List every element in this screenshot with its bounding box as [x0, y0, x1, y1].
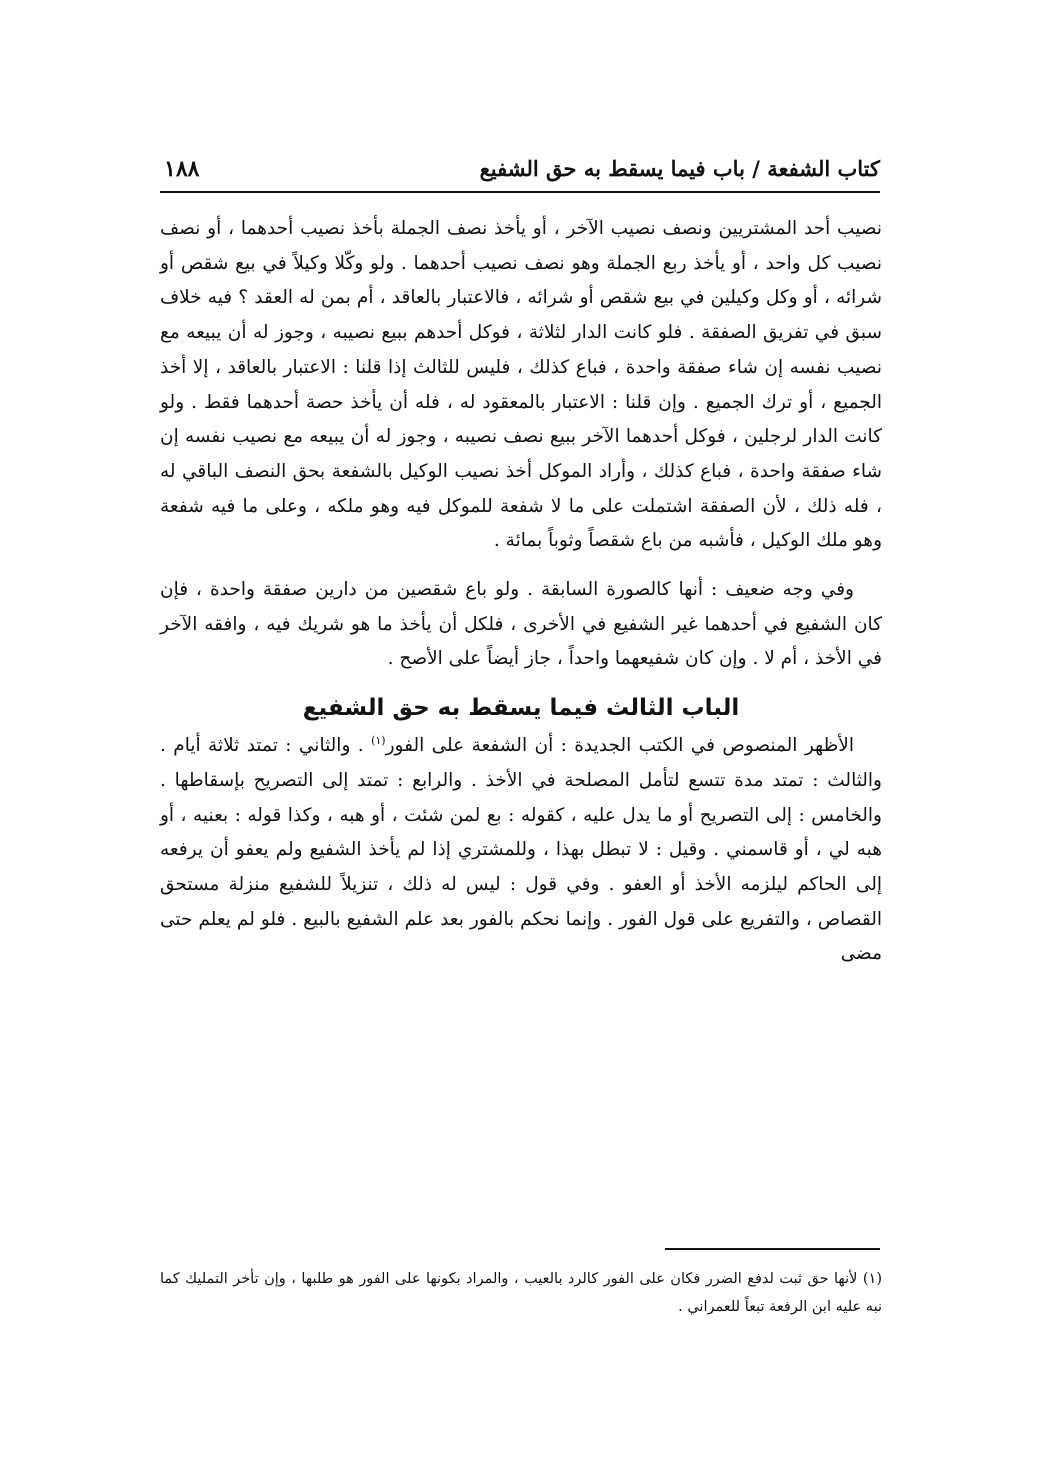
footnote-ref-1: (١) [371, 733, 386, 747]
footnotes [160, 1265, 882, 1321]
paragraph-3-lead: الأظهر المنصوص في الكتب الجديدة : أن الشفعة على الفور [385, 735, 855, 757]
paragraph-3-rest: . والثاني : تمتد ثلاثة أيام . والثالث : تمتد مدة تتسع لتأمل المصلحة في الأخذ . والرابع : تمتد إلى التصريح بإسقاطها . والخامس : إلى التصريح أو ما يدل عليه ، كقوله : بع لمن شئت ، أو هبه ، وكذا قوله : بعنيه ، أو هبه لي ، أو قاسمني . وقيل : لا تبطل بهذا ، وللمشتري إذا لم يأخذ الشفيع ولم يعفو أن يرفعه إلى الحاكم ليلزمه الأخذ أو العفو . وفي قول : ليس له ذلك ، تنزيلاً للشفيع منزلة مستحق القصاص ، والتفريع على قول الفور . وإنما نحكم بالفور بعد علم الشفيع بالبيع . فلو لم يعلم حتى مضى [160, 735, 882, 965]
chapter-title: الباب الثالث فيما يسقط به حق الشفيع [302, 695, 740, 722]
paragraph-2: وفي وجه ضعيف : أنها كالصورة السابقة . ولو باع شقصين من دارين صفقة واحدة ، فإن كان الشفيع في أحدهما غير الشفيع في الأخرى ، فلكل أن يأخذ ما هو شريك فيه ، وافقه الآخر في الأخذ ، أم لا . وإن كان شفيعهما واحداً ، جاز أيضاً على الأصح . [160, 579, 882, 670]
page-header [160, 150, 880, 190]
running-title: كتاب الشفعة / باب فيما يسقط به حق الشفيع [479, 156, 880, 181]
footnote-rule [665, 1248, 880, 1250]
header-rule [160, 191, 880, 193]
footnote-1: (١) لأنها حق ثبت لدفع الضرر فكان على الفور كالرد بالعيب ، والمراد بكونها على الفور هو طلبها ، وإن تأخر التمليك كما نبه عليه ابن الرفعة تبعاً للعمراني . [160, 1271, 882, 1315]
paragraph-3 [160, 729, 882, 972]
paragraph-1: نصيب أحد المشتريين ونصف نصيب الآخر ، أو يأخذ نصف الجملة بأخذ نصيب أحدهما ، أو نصف نصيب كل واحد ، أو يأخذ ربع الجملة وهو نصف نصيب أحدهما . ولو وكّلا وكيلاً في بيع شقص أو شرائه ، أو وكل وكيلين في بيع شقص أو شرائه ، فالاعتبار بالعاقد ، أم بمن له العقد ؟ فيه خلاف سبق في تفريق الصفقة . فلو كانت الدار لثلاثة ، فوكل أحدهم ببيع نصيبه ، وجوز له أن يبيعه مع نصيب نفسه إن شاء صفقة واحدة ، فباع كذلك ، فليس للثالث إذا قلنا : الاعتبار بالعاقد ، إلا أخذ الجميع ، أو ترك الجميع . وإن قلنا : الاعتبار بالمعقود له ، فله أن يأخذ حصة أحدهما فقط . ولو كانت الدار لرجلين ، فوكل أحدهما الآخر ببيع نصف نصيبه ، وجوز له أن يبيعه مع نصيب نفسه إن شاء صفقة واحدة ، فباع كذلك ، وأراد الموكل أخذ نصيب الوكيل بالشفعة بحق النصف الباقي له ، فله ذلك ، لأن الصفقة اشتملت على ما لا شفعة للموكل فيه وهو ملكه ، وعلى ما فيه شفعة وهو ملك الوكيل ، فأشبه من باع شقصاً وثوباً بمائة . [160, 218, 882, 552]
body-text [160, 212, 882, 972]
page-number: ١٨٨ [164, 156, 200, 182]
